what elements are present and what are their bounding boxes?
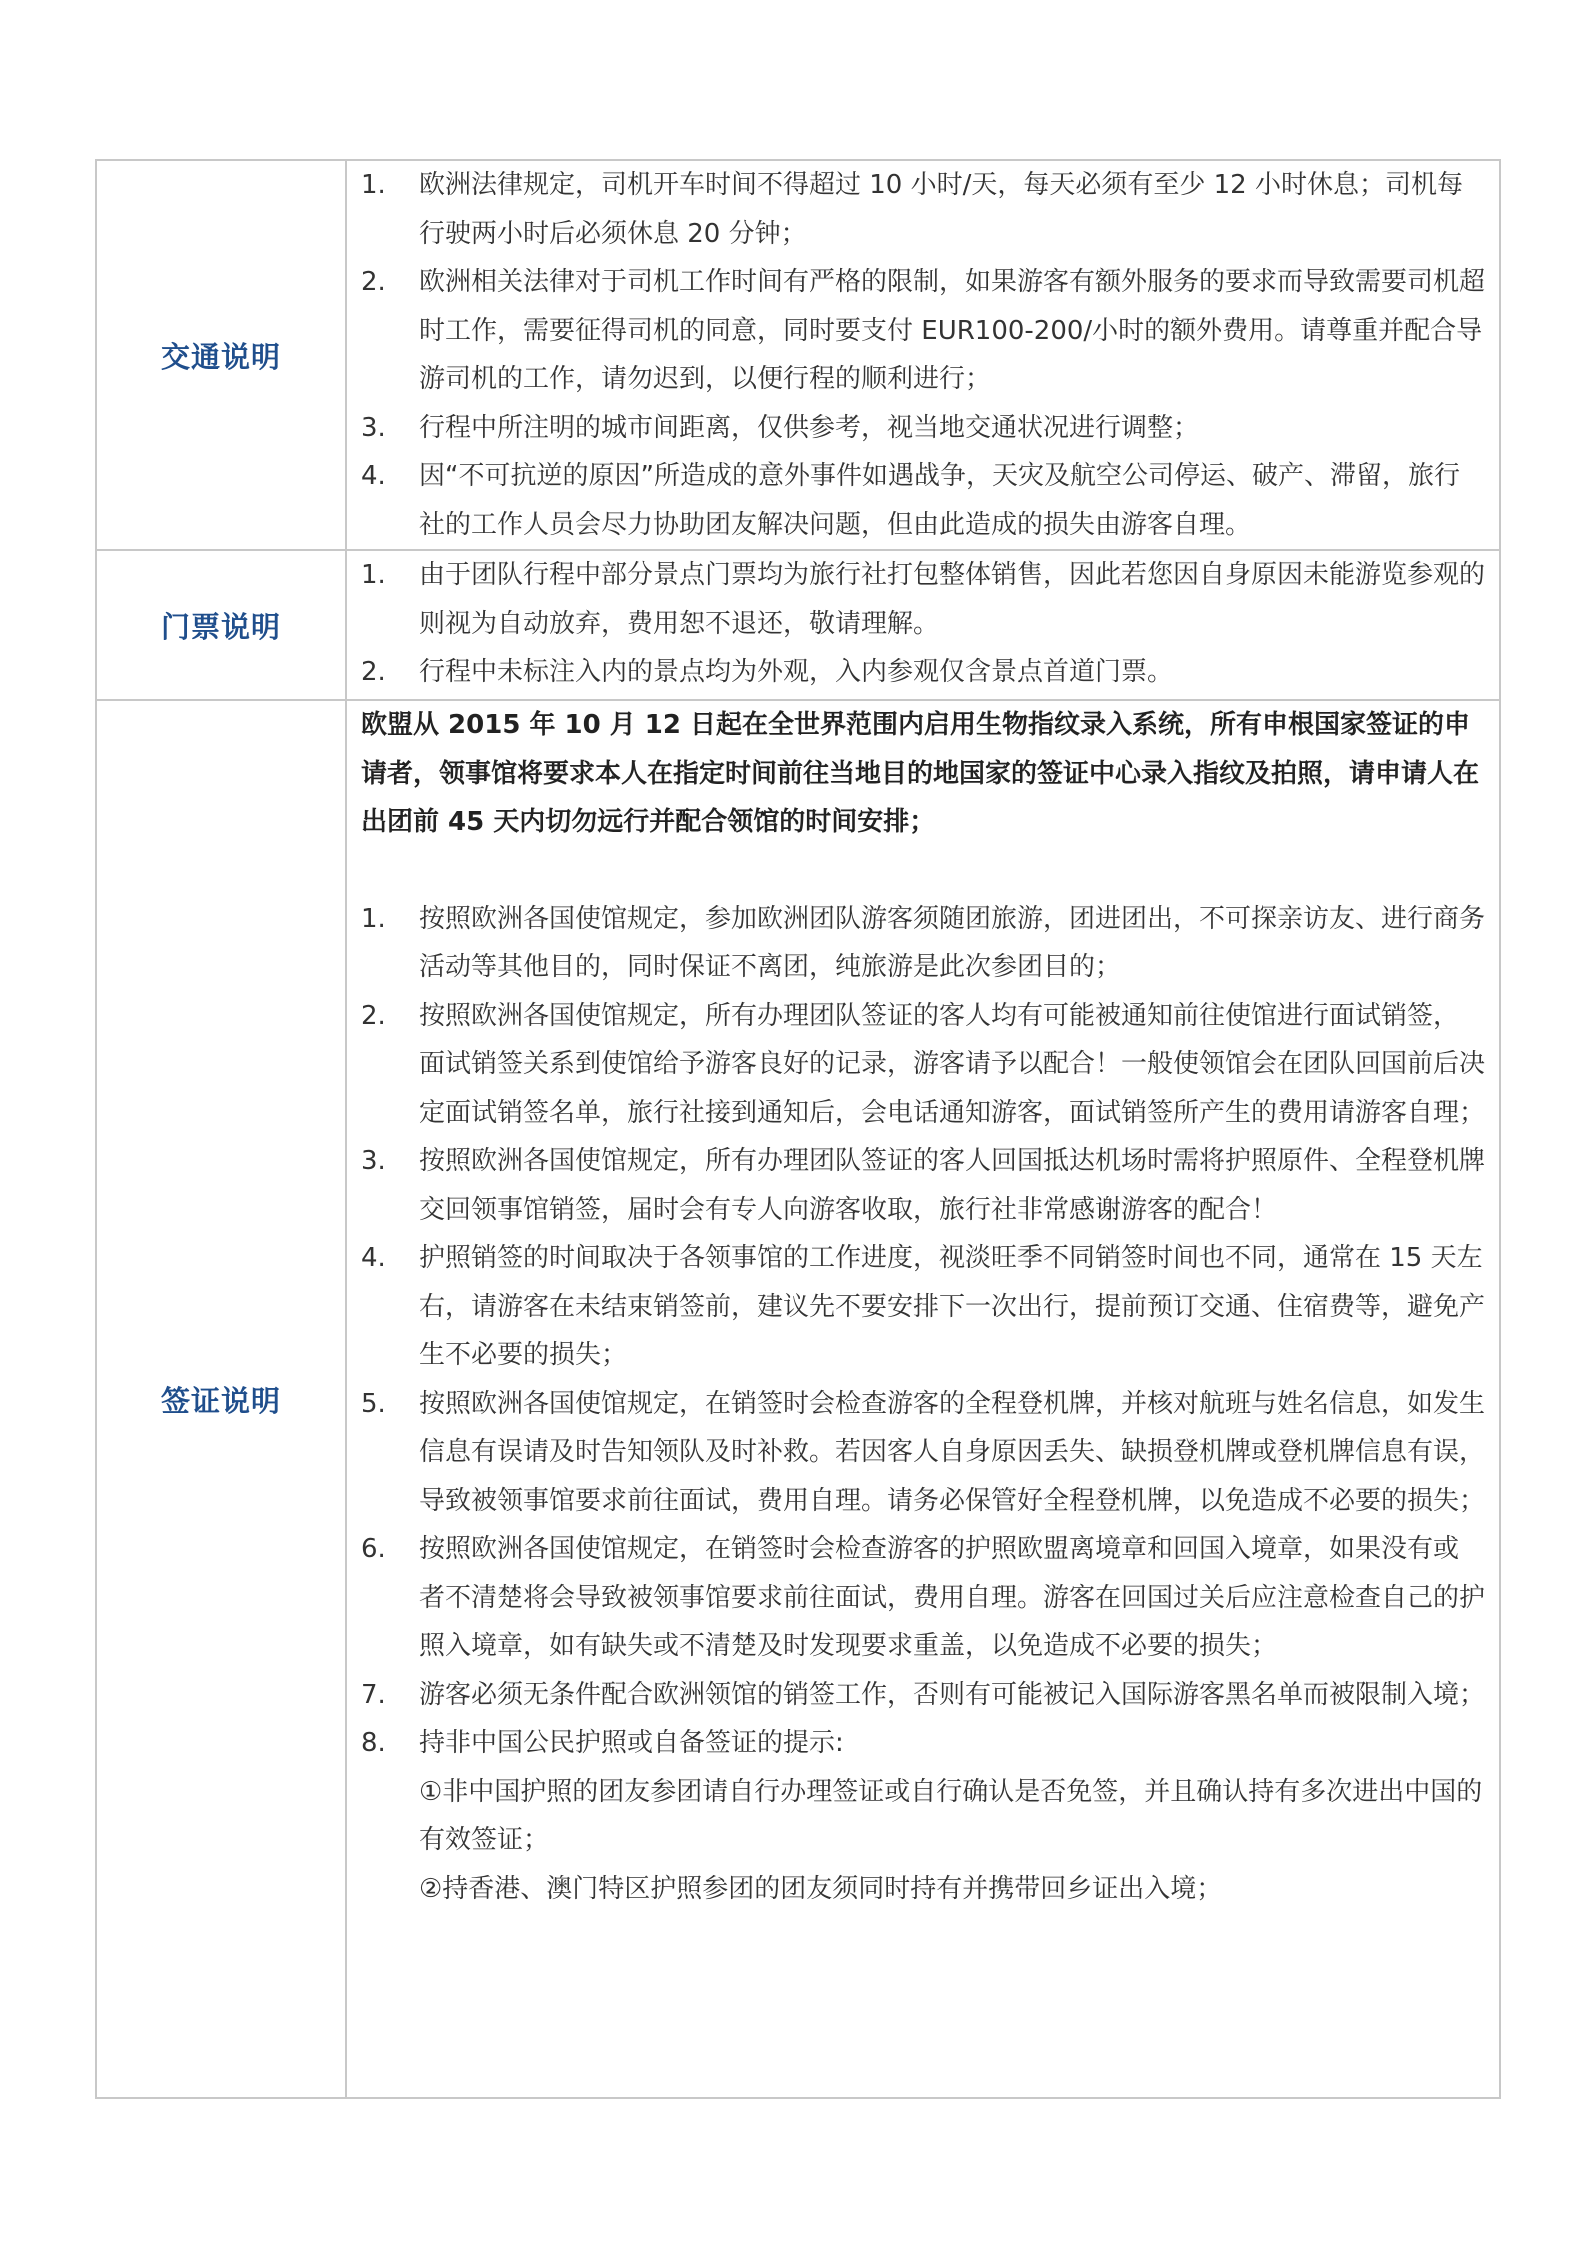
item-text: 欧洲相关法律对于司机工作时间有严格的限制，如果游客有额外服务的要求而导致需要司机超时工作，需要征得司机的同意，同时要支付 EUR100-200/小时的额外费用。请尊重并配合导游司机的工作，请勿迟到，以便行程的顺利进行； [419,267,1486,394]
spacer [361,847,1485,895]
item-text: 按照欧洲各国使馆规定，所有办理团队签证的客人均有可能被通知前往使馆进行面试销签， 面试销签关系到使馆给予游客良好的记录，游客请予以配合！一般使领馆会在团队回国前后决 定面试销签名单，旅行社接到通知后，会电话通知游客，面试销签所产生的费用请游客自理； [419,1000,1486,1128]
list-item [361,551,1485,648]
item-text: 行程中未标注入内的景点均为外观，入内参观仅含景点首道门票。 [419,657,1174,687]
list-item [361,1719,1485,1913]
item-text: 按照欧洲各国使馆规定，所有办理团队签证的客人回国抵达机场时需将护照原件、全程登机牌交回领事馆销签，届时会有专人向游客收取，旅行社非常感谢游客的配合！ [419,1146,1486,1225]
item-text: 因“不可抗逆的原因”所造成的意外事件如遇战争，天灾及航空公司停运、破产、滞留，旅行社的工作人员会尽力协助团友解决问题，但由此造成的损失由游客自理。 [419,461,1460,540]
list-item [361,1234,1485,1380]
item-number: 4. [361,1243,386,1273]
visa-content [346,700,1500,2098]
traffic-label: 交通说明 [96,160,346,550]
visa-row [96,700,1500,2098]
list-item [361,1137,1485,1234]
item-number: 4. [361,461,386,491]
list-item [361,258,1485,404]
item-text: 由于团队行程中部分景点门票均为旅行社打包整体销售，因此若您因自身原因未能游览参观的则视为自动放弃，费用恕不退还，敬请理解。 [419,560,1486,639]
list-item [361,452,1485,549]
item-number: 6. [361,1534,386,1564]
traffic-list [361,161,1485,549]
traffic-row [96,160,1500,550]
item-number: 3. [361,1146,386,1176]
item-text: 按照欧洲各国使馆规定，在销签时会检查游客的全程登机牌，并核对航班与姓名信息，如发生信息有误请及时告知领队及时补救。若因客人自身原因丢失、缺损登机牌或登机牌信息有误， 导致被领事馆要求前往面试，费用自理。请务必保管好全程登机牌，以免造成不必要的损失； [419,1388,1486,1516]
item-text: 护照销签的时间取决于各领事馆的工作进度，视淡旺季不同销签时间也不同，通常在 15 天左右，请游客在未结束销签前，建议先不要安排下一次出行，提前预订交通、住宿费等，避免产生不必要的损失； [419,1243,1486,1370]
list-item [361,992,1485,1138]
item-text: 按照欧洲各国使馆规定，参加欧洲团队游客须随团旅游，团进团出，不可探亲访友、进行商务活动等其他目的，同时保证不离团，纯旅游是此次参团目的； [419,903,1486,982]
list-item [361,404,1485,453]
visa-label: 签证说明 [96,700,346,2098]
sub-note: ①非中国护照的团友参团请自行办理签证或自行确认是否免签，并且确认持有多次进出中国的有效签证； [419,1776,1483,1855]
traffic-content [346,160,1500,550]
visa-list [361,895,1485,1914]
ticket-content [346,550,1500,700]
item-text: 行程中所注明的城市间距离，仅供参考，视当地交通状况进行调整； [419,412,1200,443]
list-item [361,1671,1485,1720]
item-text: 欧洲法律规定，司机开车时间不得超过 10 小时/天，每天必须有至少 12 小时休息；司机每行驶两小时后必须休息 20 分钟； [419,170,1463,249]
item-number: 2. [361,1000,386,1031]
item-number: 8. [361,1728,386,1758]
item-number: 3. [361,412,386,443]
item-number: 1. [361,170,386,200]
visa-intro: 欧盟从 2015 年 10 月 12 日起在全世界范围内启用生物指纹录入系统，所有申根国家签证的申请者，领事馆将要求本人在指定时间前往当地目的地国家的签证中心录入指纹及拍照，请申请人在出团前 45 天内切勿远行并配合领馆的时间安排； [361,710,1480,837]
notes-table [95,159,1501,2099]
item-text: 按照欧洲各国使馆规定，在销签时会检查游客的护照欧盟离境章和回国入境章，如果没有或 者不清楚将会导致被领事馆要求前往面试，费用自理。游客在回国过关后应注意检查自己的护照入境章，如有缺失或不清楚及时发现要求重盖，以免造成不必要的损失； [419,1534,1486,1661]
item-number: 1. [361,903,386,934]
ticket-list [361,551,1485,697]
ticket-label: 门票说明 [96,550,346,700]
item-number: 7. [361,1679,386,1710]
list-item [361,1380,1485,1526]
list-item [361,895,1485,992]
item-text: 游客必须无条件配合欧洲领馆的销签工作，否则有可能被记入国际游客黑名单而被限制入境； [419,1679,1486,1710]
ticket-row [96,550,1500,700]
list-item [361,161,1485,258]
item-number: 5. [361,1388,386,1419]
item-text: 持非中国公民护照或自备签证的提示: [419,1728,844,1758]
list-item [361,1525,1485,1671]
item-number: 1. [361,560,386,590]
item-number: 2. [361,267,386,297]
sub-note: ②持香港、澳门特区护照参团的团友须同时持有并携带回乡证出入境； [419,1873,1223,1904]
list-item [361,648,1485,697]
item-number: 2. [361,657,386,687]
